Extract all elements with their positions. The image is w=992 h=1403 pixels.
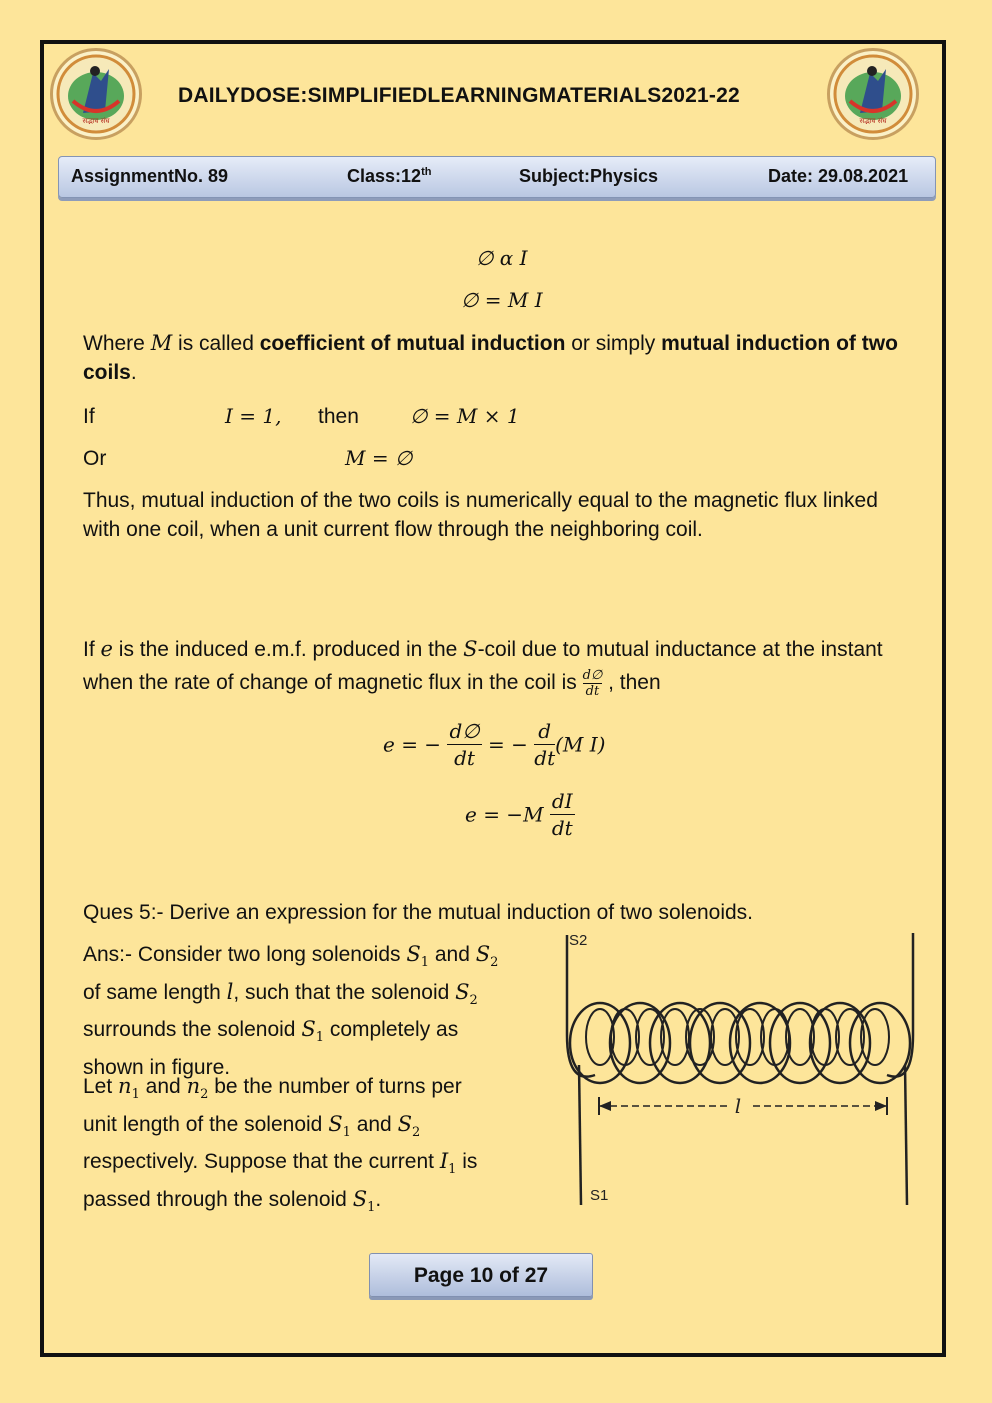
definition-paragraph: Where M is called coefficient of mutual induction or simply mutual induction of two coils. <box>83 331 898 384</box>
then-equation: ∅ = M × 1 <box>410 404 520 428</box>
school-logo-left <box>50 48 142 140</box>
equation-emf-final: e = −M $\frac{dI}{dt}$ <box>465 789 573 840</box>
induced-emf-paragraph: If e is the induced e.m.f. produced in the S-coil due to mutual inductance at the instant when the rate of change of magnetic flux in the coil is $\frac{d\emptyset}{dt}$ , then <box>83 637 883 699</box>
question-5: Ques 5:- Derive an expression for the mutual induction of two solenoids. <box>83 901 754 924</box>
svg-text:सद्भाव संघ: सद्भाव संघ <box>82 117 110 125</box>
date-label: Date: 29.08.2021 <box>768 166 909 186</box>
turns-paragraph: Let $n_1$ and $n_2$ be the number of turns per unit length of the solenoid $S_1$ and $S_2$ respectively. Suppose that the current $I_1$ is passed through the solenoid $S_1$. <box>83 1074 478 1216</box>
equation-emf-derivative: e = − $\frac{d\emptyset}{dt}$ = − $\frac{d}{dt}$ (M I) <box>383 719 606 770</box>
assignment-number: AssignmentNo. 89 <box>71 166 229 186</box>
s1-left-lead <box>579 1065 581 1205</box>
school-logo-right <box>827 48 919 140</box>
then-label: then <box>318 405 359 428</box>
equation-proportional: ∅ α I <box>476 246 528 270</box>
or-label: Or <box>83 447 107 470</box>
if-label: If <box>83 405 95 428</box>
assignment-info-bar <box>58 156 936 198</box>
label-s2: S2 <box>569 932 588 949</box>
label-s1: S1 <box>590 1187 609 1204</box>
mutual-induction-explanation: Thus, mutual induction of the two coils is numerically equal to the magnetic flux linked with one coil, when a unit current flow through the neighboring coil. <box>83 489 878 541</box>
svg-text:सद्भाव संघ: सद्भाव संघ <box>859 117 887 125</box>
s1-right-lead <box>905 1065 907 1205</box>
page-header-title: DAILYDOSE:SIMPLIFIEDLEARNINGMATERIALS2021-22 <box>178 84 740 107</box>
subject-label: Subject:Physics <box>519 166 659 186</box>
answer-paragraph: Ans:- Consider two long solenoids $S_1$ and $S_2$ of same length l, such that the solenoid $S_2$ surrounds the solenoid $S_1$ completely as shown in figure. <box>83 942 499 1080</box>
if-condition: I = 1, <box>225 404 282 428</box>
length-label: l <box>734 1094 742 1118</box>
equation-flux-mi: ∅ = M I <box>461 288 543 312</box>
page-indicator: Page 10 of 27 <box>369 1253 593 1297</box>
solenoid-figure <box>555 925 925 1215</box>
flux-rate-fraction: $\frac{d\emptyset}{dt}$ <box>582 667 603 699</box>
or-equation: M = ∅ <box>345 446 413 470</box>
class-label: Class:12th <box>347 166 432 186</box>
